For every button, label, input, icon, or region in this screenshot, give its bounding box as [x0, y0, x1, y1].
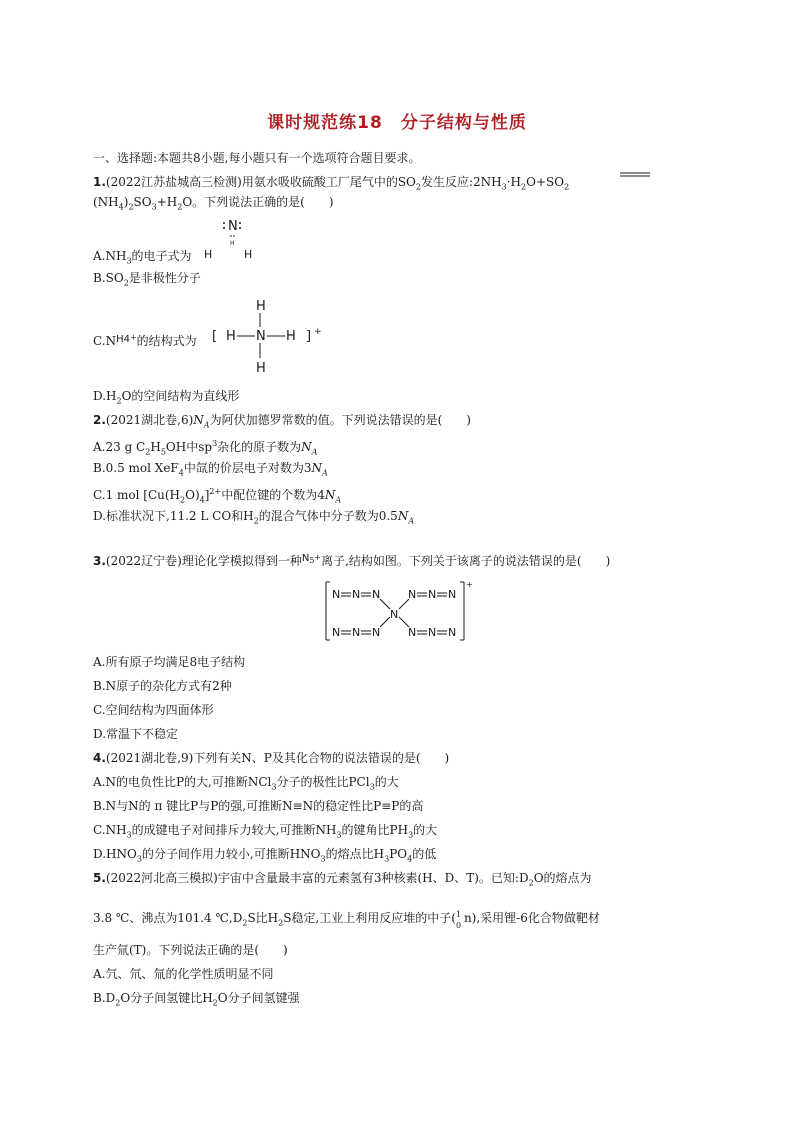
q5-option-a: A.氕、氘、氚的化学性质明显不同: [93, 967, 274, 981]
sub: A: [335, 495, 342, 505]
option-text: 杂化的原子数为: [217, 440, 302, 454]
sub: 2: [145, 447, 151, 457]
q4-stem-text: (2021湖北卷,9)下列有关N、P及其化合物的说法错误的是( ): [105, 751, 450, 765]
page-title: 课时规范练18 分子结构与性质: [267, 113, 527, 133]
h-atom: H: [226, 329, 236, 344]
q5-stem-text: S稳定,工业上利用反应堆的中子(: [283, 911, 456, 925]
q5-stem: [93, 870, 592, 891]
option-text: 的混合气体中分子数为0.5: [258, 509, 398, 523]
option-text: D.HNO: [93, 847, 137, 861]
option-text: 中配位键的个数为4: [221, 488, 325, 502]
n-atom: N: [448, 588, 457, 601]
h-atom: H: [204, 248, 213, 261]
q5-stem-text: O的熔点为: [533, 871, 592, 885]
h-atom: H: [286, 329, 296, 344]
n-atom: N: [332, 626, 341, 639]
q2-option-d: [93, 508, 414, 529]
q1-stem-text: O。下列说法正确的是( ): [182, 195, 334, 209]
sub: 3: [126, 256, 132, 266]
sup: 2+: [209, 487, 222, 496]
q2-stem: [93, 412, 471, 433]
option-text: A.23 g C: [93, 440, 146, 454]
q1-option-c: [93, 330, 197, 349]
sub: 3: [126, 830, 132, 840]
sub: 2: [564, 182, 570, 192]
n-atom: N: [332, 588, 341, 601]
bracket: [: [212, 329, 218, 344]
n-atom: N: [372, 588, 381, 601]
n-atom: N: [408, 588, 417, 601]
q5-stem-text: 3.8 ℃、沸点为101.4 ℃,D: [93, 911, 243, 925]
sub: 3: [151, 202, 157, 212]
option-text: 的大: [374, 775, 399, 789]
q5-number: 5.: [93, 871, 106, 885]
q4-option-a: [93, 774, 399, 795]
na-symbol: N: [397, 509, 409, 523]
q3-stem: [93, 550, 610, 569]
option-text: 的结构式为: [136, 334, 197, 348]
q4-number: 4.: [93, 751, 106, 765]
sub: 2: [278, 918, 284, 928]
h-atom: H: [230, 240, 235, 247]
sub: 2: [128, 202, 134, 212]
sub: 4: [178, 468, 184, 478]
nh4-structural-formula: [210, 296, 330, 376]
sup: +: [129, 333, 137, 342]
n-atom: N: [256, 329, 266, 344]
option-text: A.N的电负性比P的大,可推断NCl: [93, 775, 272, 789]
option-text: 的大: [413, 823, 438, 837]
option-text: 的熔点比H: [325, 847, 385, 861]
option-text: C.NH: [93, 823, 127, 837]
sub: 2: [212, 998, 218, 1008]
n-atom: N: [428, 588, 437, 601]
n-atom: N: [390, 608, 399, 621]
q1-option-b: [93, 270, 201, 291]
q1-stem-text: SO: [133, 195, 152, 209]
sup: 3: [212, 439, 218, 448]
mass-number: 1: [455, 910, 462, 919]
bracket: ]: [306, 329, 312, 344]
sub: 2: [123, 278, 129, 288]
sub: 2: [415, 182, 421, 192]
q4-option-d: [93, 846, 436, 867]
q1-stem-text: +H: [156, 195, 178, 209]
q3-stem-text: (2022辽宁卷)理论化学模拟得到一种: [105, 554, 302, 568]
sub: 3: [369, 782, 375, 792]
sub: 3: [336, 830, 342, 840]
q1-stem: [93, 174, 569, 195]
option-text: 中氙的价层电子对数为3: [183, 461, 312, 475]
nh4-subscript: H4: [116, 334, 130, 345]
charge: +: [314, 327, 322, 337]
q5-stem-text: n),采用锂-6化合物做靶材: [463, 911, 600, 925]
atomic-number: 0: [455, 921, 462, 930]
q1-stem-text: O+SO: [526, 175, 565, 189]
q5-stem-line3: 生产氚(T)。下列说法正确的是( ): [93, 943, 288, 957]
sup: +: [314, 553, 322, 562]
option-text: C.1 mol [Cu(H: [93, 488, 181, 502]
option-text: D.H: [93, 389, 117, 403]
sub: 4: [118, 202, 124, 212]
option-text: O分子间氢键比H: [120, 991, 213, 1005]
option-text: O的空间结构为直线形: [121, 389, 240, 403]
q1-stem-text: ): [123, 195, 129, 209]
n-atom: N: [408, 626, 417, 639]
option-text: B.SO: [93, 271, 124, 285]
option-text: PO: [389, 847, 408, 861]
n-atom: N: [372, 626, 381, 639]
option-text: 的成键电子对间排斥力较大,可推断NH: [131, 823, 337, 837]
q1-stem-text: (2022江苏盐城高三检测)用氨水吸收硫酸工厂尾气中的SO: [105, 175, 416, 189]
sub: 2: [116, 396, 122, 406]
q1-number: 1.: [93, 175, 106, 189]
sub: A: [322, 468, 328, 478]
q1-stem-line2: [93, 194, 334, 215]
q1-stem-text: ·H: [506, 175, 522, 189]
sub: 5: [309, 556, 315, 565]
n-symbol: N: [301, 553, 310, 564]
option-text: O): [185, 488, 200, 502]
q5-stem-line2: [93, 910, 600, 931]
n-atom: N: [352, 626, 361, 639]
sub: 2: [180, 495, 186, 505]
sub: 3: [408, 830, 414, 840]
q2-stem-text: (2021湖北卷,6): [105, 413, 194, 427]
q3-stem-text: 离子,结构如图。下列关于该离子的说法错误的是( ): [321, 554, 611, 568]
q5-stem-text: S比H: [247, 911, 279, 925]
option-text: H: [150, 440, 161, 454]
n-atom: N: [428, 626, 437, 639]
na-symbol: N: [193, 413, 204, 427]
q1-option-d: [93, 388, 239, 409]
sub: 4: [407, 854, 413, 864]
sub: 4: [199, 495, 205, 505]
na-symbol: N: [301, 440, 312, 454]
q4-stem: [93, 750, 449, 766]
q3-option-d: D.常温下不稳定: [93, 727, 179, 741]
sub: 3: [271, 782, 277, 792]
sub: A: [408, 516, 415, 526]
na-symbol: N: [324, 488, 336, 502]
nucleon-notation: [455, 910, 464, 930]
option-text: 是非极性分子: [128, 271, 201, 285]
sub: 3: [384, 854, 390, 864]
n-atom: N: [228, 219, 238, 234]
option-text: B.0.5 mol XeF: [93, 461, 179, 475]
n5-ion-structure: [322, 578, 472, 644]
sub: A: [311, 447, 318, 457]
q3-number: 3.: [93, 554, 106, 568]
q4-option-b: B.N与N的 π 键比P与P的强,可推断N≡N的稳定性比P≡P的高: [93, 799, 424, 813]
na-symbol: N: [311, 461, 322, 475]
sub: A: [203, 420, 210, 430]
q3-option-c: C.空间结构为四面体形: [93, 703, 214, 717]
option-text: 分子的极性比PCl: [276, 775, 370, 789]
option-text: OH中sp: [165, 440, 213, 454]
q2-stem-text: 为阿伏加德罗常数的值。下列说法错误的是( ): [209, 413, 471, 427]
charge: +: [466, 580, 473, 589]
section-heading: 一、选择题:本题共8小题,每小题只有一个选项符合题目要求。: [93, 151, 421, 165]
option-text: 的键角比PH: [341, 823, 409, 837]
q1-stem-text: (NH: [93, 195, 119, 209]
q2-option-a: [93, 436, 317, 460]
n-atom: N: [352, 588, 361, 601]
h-atom: H: [256, 299, 266, 314]
sub: 2: [521, 182, 527, 192]
sub: 3: [136, 854, 142, 864]
q2-option-b: [93, 460, 328, 481]
sub: 2: [242, 918, 248, 928]
option-text: 的电子式为: [131, 249, 192, 263]
option-text: A.NH: [93, 249, 127, 263]
sub: 2: [528, 878, 534, 888]
sub: 2: [253, 516, 259, 526]
sub: 3: [320, 854, 326, 864]
q4-option-c: [93, 822, 437, 843]
nh3-electron-formula: [200, 214, 280, 264]
sub: 2: [115, 998, 121, 1008]
q3-option-b: B.N原子的杂化方式有2种: [93, 679, 232, 693]
h-atom: H: [244, 248, 253, 261]
q1-stem-text: 发生反应:2NH: [420, 175, 502, 189]
q3-option-a: A.所有原子均满足8电子结构: [93, 655, 246, 669]
option-text: B.D: [93, 991, 116, 1005]
n-atom: N: [448, 626, 457, 639]
q5-stem-text: (2022河北高三模拟)宇宙中含量最丰富的元素氢有3种核素(H、D、T)。已知:D: [105, 871, 529, 885]
option-text: D.标准状况下,11.2 L CO和H: [93, 509, 254, 523]
sub: 2: [177, 202, 183, 212]
option-text: ]: [204, 488, 210, 502]
h-atom: H: [256, 361, 266, 376]
sub: 3: [501, 182, 507, 192]
q1-option-a: [93, 248, 192, 269]
option-text: 的分子间作用力较小,可推断HNO: [141, 847, 321, 861]
option-text: 的低: [412, 847, 437, 861]
q2-number: 2.: [93, 413, 106, 427]
sub: 5: [160, 447, 166, 457]
equilibrium-arrow: [620, 170, 650, 182]
q5-option-b: [93, 990, 300, 1011]
option-text: O分子间氢键强: [217, 991, 300, 1005]
q2-option-c: [93, 484, 341, 508]
option-text: C.N: [93, 334, 117, 348]
